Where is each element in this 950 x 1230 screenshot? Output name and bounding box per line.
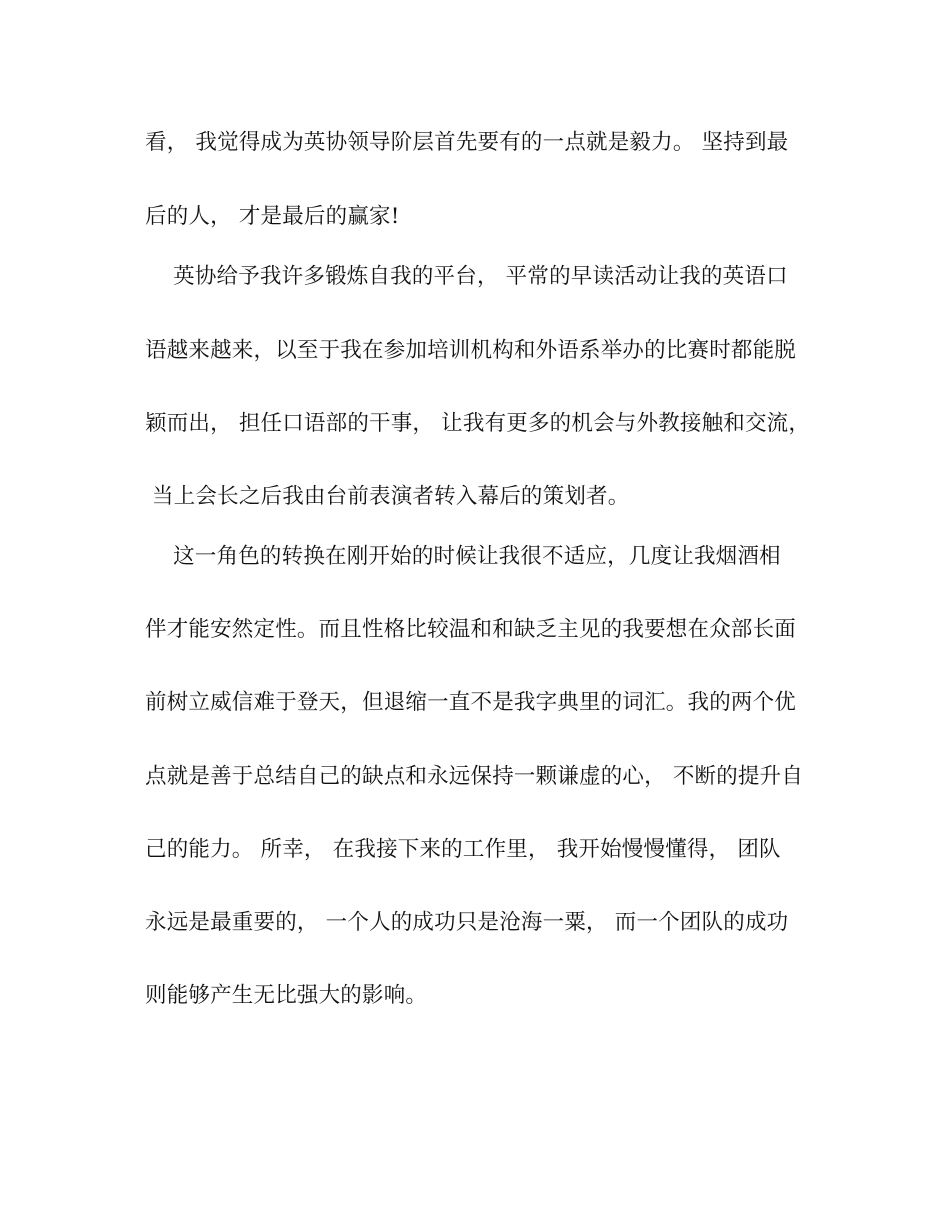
text-line-6: 当上会长之后我由台前表演者转入幕后的策划者。 bbox=[145, 484, 630, 509]
text-line-8: 伴才能安然定性。而且性格比较温和和缺乏主见的我要想在众部长面 bbox=[145, 617, 797, 642]
text-line-12: 永远是最重要的， 一个人的成功只是沧海一粟， 而一个团队的成功 bbox=[145, 910, 789, 935]
text-line-9: 前树立威信难于登天，但退缩一直不是我字典里的词汇。我的两个优 bbox=[145, 690, 797, 715]
text-line-1: 看， 我觉得成为英协领导阶层首先要有的一点就是毅力。 坚持到最 bbox=[145, 130, 789, 155]
text-line-5: 颖而出， 担任口语部的干事， 让我有更多的机会与外教接触和交流， bbox=[145, 411, 811, 436]
text-line-13: 则能够产生无比强大的影响。 bbox=[145, 983, 428, 1008]
text-line-3: 英协给予我许多锻炼自我的平台， 平常的早读活动让我的英语口 bbox=[145, 264, 788, 289]
text-line-11: 己的能力。 所幸， 在我接下来的工作里， 我开始慢慢懂得， 团队 bbox=[145, 837, 781, 862]
text-line-10: 点就是善于总结自己的缺点和永远保持一颗谦虚的心， 不断的提升自 bbox=[145, 764, 804, 789]
text-line-4: 语越来越来，以至于我在参加培训机构和外语系举办的比赛时都能脱 bbox=[145, 338, 797, 363]
text-line-7: 这一角色的转换在刚开始的时候让我很不适应，几度让我烟酒相 bbox=[145, 544, 781, 569]
text-line-2: 后的人， 才是最后的赢家! bbox=[145, 204, 400, 229]
